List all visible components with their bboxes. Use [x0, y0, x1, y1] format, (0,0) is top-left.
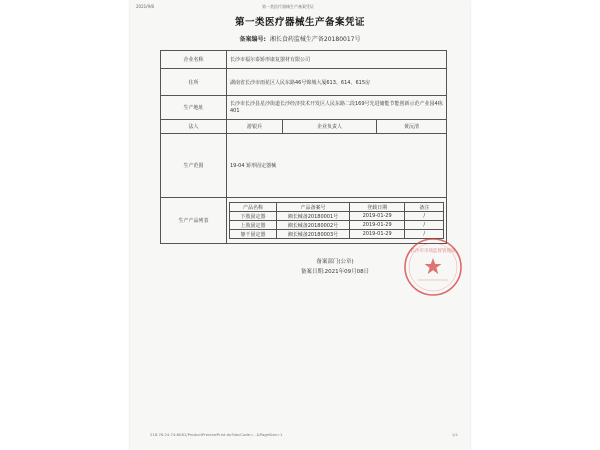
product-list-label: 生产产品列表: [161, 198, 227, 244]
product-note: /: [405, 230, 444, 239]
product-date: 2019-01-29: [349, 212, 405, 221]
product-date: 2019-01-29: [349, 221, 405, 230]
scope-value: 19-04 矫形固定器械: [227, 134, 447, 198]
responsible-label: 企业负责人: [283, 120, 377, 134]
record-number-label: 备案编号:: [239, 36, 266, 43]
document-title: 第一类医疗器械生产备案凭证: [234, 17, 365, 28]
record-number-value: 湘长食药监械生产备20180017号: [269, 36, 361, 43]
product-table: [229, 202, 444, 239]
product-table-header: [230, 203, 444, 212]
row-production-address: [161, 96, 447, 120]
address-label: 住所: [161, 69, 227, 96]
official-seal: [402, 236, 464, 298]
issue-date-value: 2021年09月08日: [324, 269, 370, 275]
product-record: 湘长械备20180003号: [277, 230, 350, 239]
table-row: [230, 221, 444, 230]
record-table: [160, 50, 447, 244]
issuing-authority: 备案部门(公章): [316, 259, 354, 265]
product-name: 下肢固定器: [230, 212, 277, 221]
page-number: 1/1: [451, 432, 458, 437]
scope-label: 生产范围: [161, 134, 227, 198]
product-header-date: 登载日期: [349, 203, 405, 212]
row-scope: [161, 134, 447, 198]
responsible-value: 黄沅清: [377, 120, 447, 134]
production-address-value: 长沙市长沙县星沙街道长沙经济技术开发区人民东路二段169号先进储能节能创新示范产业园4栋401: [227, 96, 447, 120]
print-header-title: 第一类医疗器械生产备案凭证: [262, 4, 314, 9]
product-header-record: 产品备案号: [277, 203, 350, 212]
address-value: 湖南省长沙市雨花区人民东路46号锦城大厦613、614、615房: [227, 69, 447, 96]
row-address: [161, 69, 447, 96]
company-value: 长沙市福尔泰矫形康复器材有限公司: [227, 51, 447, 69]
product-name: 上肢固定器: [230, 221, 277, 230]
seal-text: 长沙市市场监督管理局: [410, 249, 456, 254]
table-row: [230, 212, 444, 221]
print-url: 218.76.24.74:8081/ProductPreviewPrint.do?docCode=...&PageSize=1: [150, 432, 283, 437]
product-note: /: [405, 212, 444, 221]
print-date: 2021/9/8: [136, 4, 154, 9]
row-legal: [161, 120, 447, 134]
product-header-note: 备注: [405, 203, 444, 212]
legal-rep-label: 法人: [161, 120, 227, 134]
record-number-line: [130, 34, 470, 43]
legal-rep-value: 游银兵: [227, 120, 283, 134]
issue-date-line: [280, 267, 390, 277]
row-company: [161, 51, 447, 69]
issuance-block: [280, 257, 390, 277]
production-address-label: 生产地址: [161, 96, 227, 120]
product-record: 湘长械备20180001号: [277, 212, 350, 221]
document-page: [130, 0, 470, 450]
company-label: 企业名称: [161, 51, 227, 69]
product-record: 湘长械备20180002号: [277, 221, 350, 230]
issue-date-label: 备案日期:: [300, 269, 325, 275]
product-note: /: [405, 221, 444, 230]
product-name: 躯干固定器: [230, 230, 277, 239]
product-date: 2019-01-29: [349, 230, 405, 239]
product-header-name: 产品名称: [230, 203, 277, 212]
